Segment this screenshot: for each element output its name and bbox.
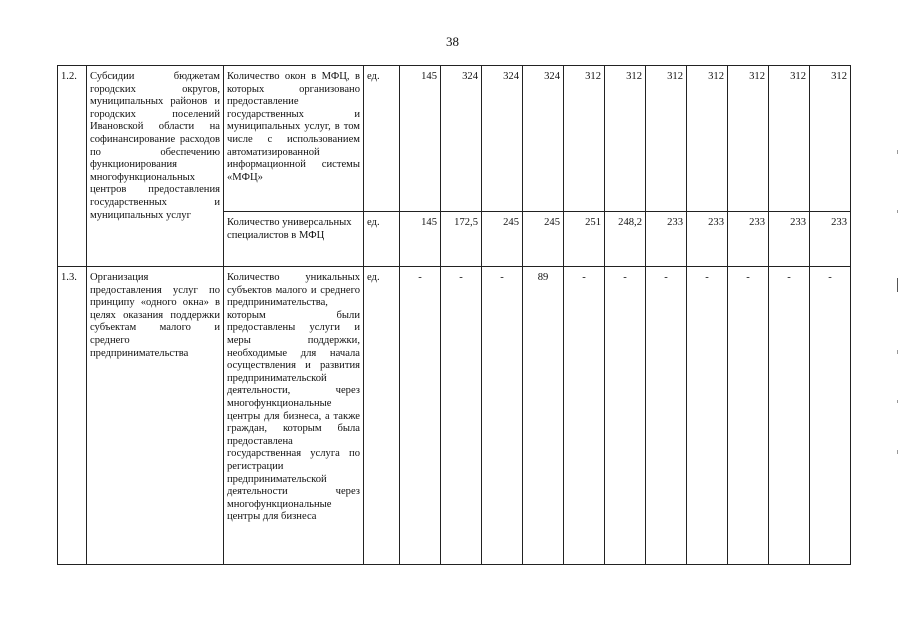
value-cell: -: [728, 267, 769, 565]
unit-cell: ед.: [364, 66, 400, 212]
value-cell: -: [687, 267, 728, 565]
value-cell: 312: [687, 66, 728, 212]
value-cell: -: [482, 267, 523, 565]
value-cell: -: [400, 267, 441, 565]
table-row: [58, 267, 851, 565]
value-cell: 324: [523, 66, 564, 212]
value-cell: -: [564, 267, 605, 565]
value-cell: 324: [482, 66, 523, 212]
value-cell: 312: [769, 66, 810, 212]
unit-cell: ед.: [364, 267, 400, 565]
value-cell: 312: [810, 66, 851, 212]
value-cell: 245: [523, 212, 564, 267]
scan-edge-marks: [895, 150, 901, 480]
value-cell: 233: [646, 212, 687, 267]
value-cell: -: [441, 267, 482, 565]
value-cell: 312: [728, 66, 769, 212]
value-cell: 248,2: [605, 212, 646, 267]
value-cell: -: [810, 267, 851, 565]
value-cell: 145: [400, 212, 441, 267]
value-cell: 233: [769, 212, 810, 267]
value-cell: -: [769, 267, 810, 565]
indicator-name: Количество универсальных специалистов в МФЦ: [224, 212, 364, 267]
indicator-name: Количество окон в МФЦ, в которых организовано предоставление государственных и муниципальных услуг, в том числе с использованием автоматизированной информационной системы «МФЦ»: [224, 66, 364, 212]
value-cell: 245: [482, 212, 523, 267]
indicator-name: Количество уникальных субъектов малого и среднего предпринимательства, которым были предоставлены услуги и меры поддержки, необходимые для начала осуществления и развития предпринимательской деятельности, через многофункциональные центры для бизнеса, а также граждан, которым была предоставлена государственная услуга по регистрации предпринимательской деятельности через многофункциональные центры для бизнеса: [224, 267, 364, 565]
row-number: 1.2.: [58, 66, 87, 267]
value-cell: 312: [646, 66, 687, 212]
measure-name: Организация предоставления услуг по принципу «одного окна» в целях оказания поддержки субъектам малого и среднего предпринимательства: [87, 267, 224, 565]
value-cell: 145: [400, 66, 441, 212]
indicators-table: [57, 65, 851, 565]
page-number: 38: [446, 34, 459, 49]
measure-name: Субсидии бюджетам городских округов, муниципальных районов и городских поселений Ивановской области на софинансирование расходов по обеспечению функционирования многофункциональных центров предоставления государственных и муниципальных услуг: [87, 66, 224, 267]
value-cell: 324: [441, 66, 482, 212]
value-cell: -: [646, 267, 687, 565]
value-cell: 233: [810, 212, 851, 267]
value-cell: -: [605, 267, 646, 565]
value-cell: 172,5: [441, 212, 482, 267]
value-cell: 312: [605, 66, 646, 212]
value-cell: 233: [728, 212, 769, 267]
unit-cell: ед.: [364, 212, 400, 267]
value-cell: 312: [564, 66, 605, 212]
value-cell: 233: [687, 212, 728, 267]
row-number: 1.3.: [58, 267, 87, 565]
value-cell: 89: [523, 267, 564, 565]
table-row: [58, 66, 851, 212]
value-cell: 251: [564, 212, 605, 267]
